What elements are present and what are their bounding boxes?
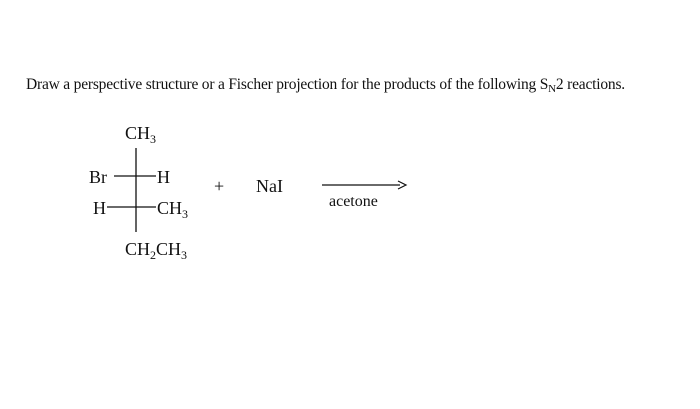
bottom-group-sub2: 3 xyxy=(181,248,188,262)
reagent-nai: NaI xyxy=(256,176,283,196)
question-prefix: Draw a perspective structure or a Fischer projection for the products of the following S xyxy=(26,76,549,93)
bottom-group-base2: CH xyxy=(156,239,182,259)
fischer-row2-left: H xyxy=(93,198,106,218)
top-group-sub: 3 xyxy=(150,132,157,146)
fischer-row1-left: Br xyxy=(89,167,107,187)
bottom-group-base1: CH xyxy=(125,239,151,259)
fischer-top-group xyxy=(125,124,156,145)
arrow-condition: acetone xyxy=(329,193,378,210)
question-subscript: N xyxy=(548,83,556,95)
row2-right-sub: 3 xyxy=(182,207,189,221)
row2-right-base: CH xyxy=(157,198,183,218)
plus-sign: + xyxy=(214,176,225,196)
fischer-bottom-group xyxy=(125,240,187,261)
fischer-row2-right xyxy=(157,199,188,220)
top-group-base: CH xyxy=(125,123,151,143)
question-suffix: 2 reactions. xyxy=(555,76,625,93)
fischer-row1-right: H xyxy=(157,167,170,187)
bottom-group-sub1: 2 xyxy=(150,248,157,262)
